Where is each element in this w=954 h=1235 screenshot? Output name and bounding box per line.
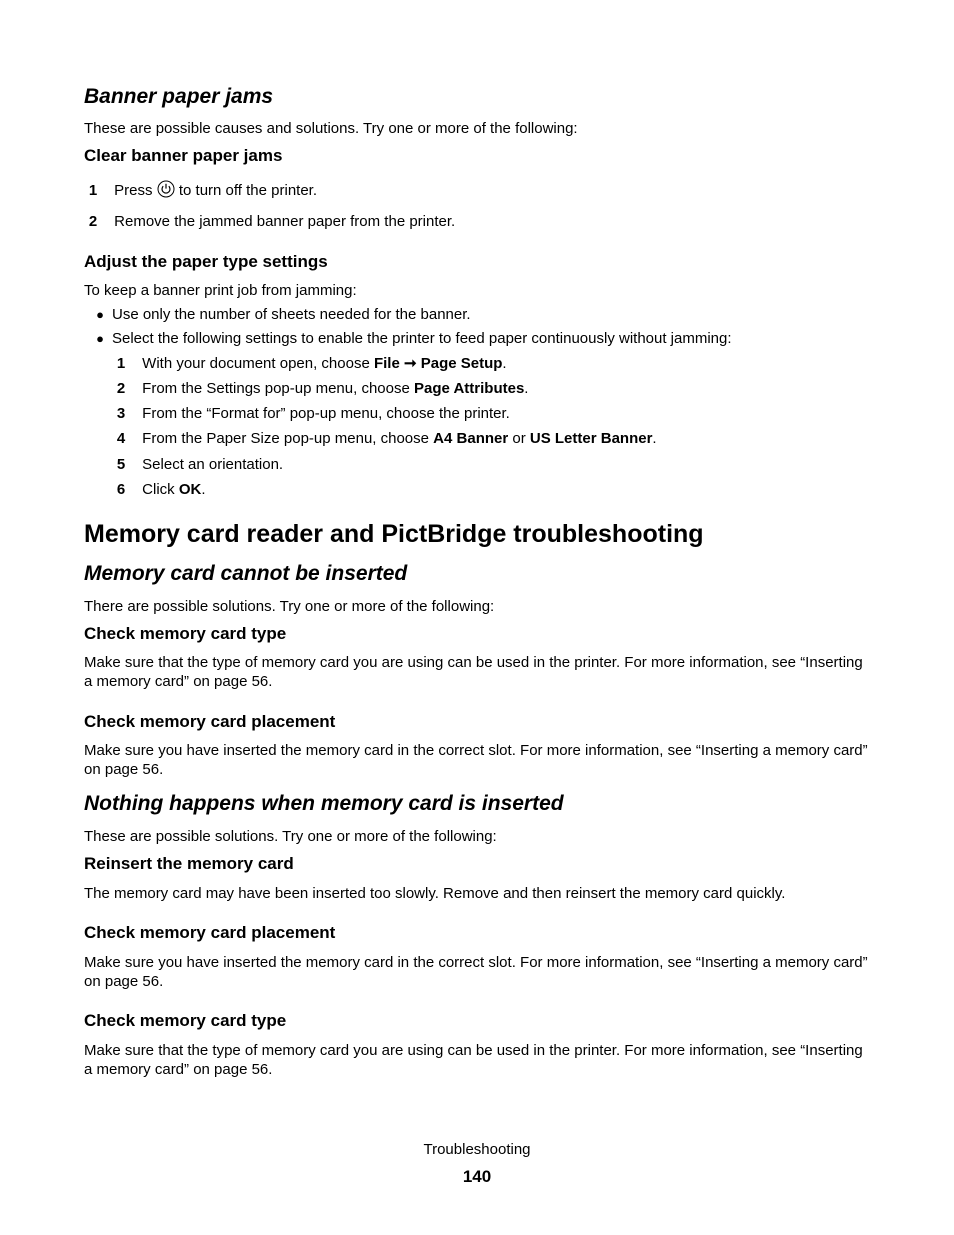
heading-check-card-type: Check memory card type: [84, 624, 287, 643]
check-card-type-text-2: Make sure that the type of memory card you are using can be used in the printer. For more information, see “Inserting a memory card” on page 56.: [84, 1042, 863, 1078]
adjust-bullet-1: [93, 305, 471, 324]
bullet-icon: ●: [96, 307, 104, 322]
heading-check-card-placement-2: Check memory card placement: [84, 923, 336, 942]
step-number: 1: [88, 182, 98, 199]
step-text: From the “Format for” pop-up menu, choose the printer.: [142, 405, 510, 422]
step-number: 1: [116, 355, 126, 372]
heading-adjust-paper-type: Adjust the paper type settings: [84, 252, 328, 271]
banner-intro: These are possible causes and solutions. Try one or more of the following:: [84, 120, 578, 137]
adjust-substep-6: [112, 480, 206, 499]
step-text: From the Paper Size pop-up menu, choose A4 Banner or US Letter Banner.: [142, 430, 657, 447]
power-button-icon: [157, 180, 175, 198]
step-number: 2: [88, 213, 98, 230]
check-card-placement-text: Make sure you have inserted the memory card in the correct slot. For more information, see “Inserting a memory card” on page 56.: [84, 742, 868, 778]
adjust-substep-1: [112, 354, 507, 373]
step-text-post: to turn off the printer.: [178, 182, 318, 199]
heading-reinsert-card: Reinsert the memory card: [84, 854, 294, 873]
step-number: 4: [116, 430, 126, 447]
bullet-icon: ●: [96, 331, 104, 346]
step-text: Remove the jammed banner paper from the printer.: [114, 213, 456, 230]
nothing-intro: These are possible solutions. Try one or more of the following:: [84, 828, 497, 845]
adjust-substep-5: [112, 455, 283, 474]
heading-check-card-placement: Check memory card placement: [84, 712, 336, 731]
step-text: With your document open, choose File ➞ Page Setup.: [142, 355, 507, 372]
clear-step-1: [84, 180, 317, 200]
adjust-substep-4: [112, 429, 657, 448]
reinsert-card-text: The memory card may have been inserted too slowly. Remove and then reinsert the memory card quickly.: [84, 885, 786, 902]
footer-section-name: Troubleshooting: [423, 1141, 531, 1158]
bullet-text: Select the following settings to enable the printer to feed paper continuously without jamming:: [112, 330, 732, 347]
step-number: 6: [116, 481, 126, 498]
chapter-title-memory-card: Memory card reader and PictBridge troubleshooting: [84, 520, 704, 548]
step-number: 5: [116, 456, 126, 473]
step-number: 3: [116, 405, 126, 422]
adjust-substep-2: [112, 379, 528, 398]
step-number: 2: [116, 380, 126, 397]
clear-step-2: [84, 212, 455, 231]
bullet-text: Use only the number of sheets needed for the banner.: [112, 306, 471, 323]
adjust-intro: To keep a banner print job from jamming:: [84, 282, 357, 299]
section-title-nothing-happens: Nothing happens when memory card is inserted: [84, 792, 564, 815]
check-card-type-text: Make sure that the type of memory card you are using can be used in the printer. For more information, see “Inserting a memory card” on page 56.: [84, 654, 863, 690]
page-number: 140: [462, 1167, 492, 1186]
section-title-card-cannot-be-inserted: Memory card cannot be inserted: [84, 562, 408, 585]
adjust-substep-3: [112, 404, 510, 423]
step-text: Click OK.: [142, 481, 206, 498]
heading-clear-banner-paper-jams: Clear banner paper jams: [84, 146, 283, 165]
section-title-banner-paper-jams: Banner paper jams: [84, 85, 274, 108]
adjust-bullet-2: [93, 329, 732, 348]
heading-check-card-type-2: Check memory card type: [84, 1011, 287, 1030]
step-text-pre: Press: [114, 182, 153, 199]
cannot-intro: There are possible solutions. Try one or more of the following:: [84, 598, 495, 615]
step-text: From the Settings pop-up menu, choose Page Attributes.: [142, 380, 529, 397]
step-text: Select an orientation.: [142, 456, 284, 473]
check-card-placement-text-2: Make sure you have inserted the memory card in the correct slot. For more information, see “Inserting a memory card” on page 56.: [84, 954, 868, 990]
